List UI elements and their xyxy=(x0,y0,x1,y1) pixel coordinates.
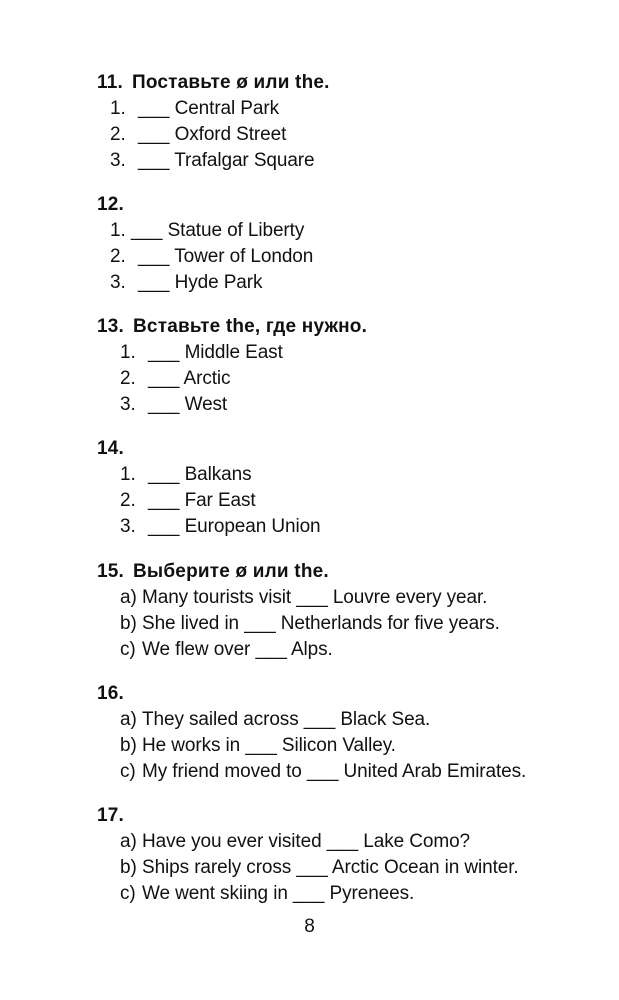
page-number: 8 xyxy=(304,916,315,937)
item-text: We flew over ___ Alps. xyxy=(142,639,333,660)
item-marker: c) xyxy=(120,883,136,904)
item-marker: b) xyxy=(120,857,137,878)
item-marker: 3. xyxy=(110,150,126,171)
list-item xyxy=(120,735,396,757)
item-text: My friend moved to ___ United Arab Emirates. xyxy=(142,761,527,782)
exercise-instruction: Выберите ø или the. xyxy=(133,561,329,582)
item-text: ___ West xyxy=(148,394,228,415)
item-text: ___ Hyde Park xyxy=(138,272,263,293)
item-text: ___ Trafalgar Square xyxy=(138,150,315,171)
exercise-number: 14. xyxy=(97,438,125,459)
item-marker: 2. xyxy=(120,368,136,389)
item-marker: 1. xyxy=(110,220,126,241)
list-item xyxy=(110,150,315,172)
exercise-instruction: Вставьте the, где нужно. xyxy=(133,316,368,337)
exercise-heading xyxy=(97,805,133,827)
item-marker: b) xyxy=(120,735,137,756)
item-text: She lived in ___ Netherlands for five years. xyxy=(142,613,500,634)
item-marker: a) xyxy=(120,831,137,852)
item-marker: c) xyxy=(120,761,136,782)
list-item xyxy=(120,831,470,853)
list-item xyxy=(120,394,227,416)
list-item xyxy=(120,883,414,905)
item-marker: a) xyxy=(120,709,137,730)
item-text: We went skiing in ___ Pyrenees. xyxy=(142,883,415,904)
exercise-number: 15. xyxy=(97,561,125,582)
item-marker: 3. xyxy=(120,516,136,537)
item-text: ___ Far East xyxy=(148,490,256,511)
item-text: ___ Arctic xyxy=(148,368,231,389)
item-marker: 1. xyxy=(120,464,136,485)
item-text: Have you ever visited ___ Lake Como? xyxy=(142,831,471,852)
list-item xyxy=(110,98,279,120)
list-item xyxy=(120,464,251,486)
list-item xyxy=(120,368,230,390)
item-text: ___ Tower of London xyxy=(138,246,314,267)
item-text: He works in ___ Silicon Valley. xyxy=(142,735,396,756)
list-item xyxy=(120,761,526,783)
list-item xyxy=(120,639,333,661)
exercise-heading xyxy=(97,72,330,94)
list-item xyxy=(120,516,321,538)
item-marker: 1. xyxy=(120,342,136,363)
exercise-number: 17. xyxy=(97,805,125,826)
item-text: ___ Central Park xyxy=(138,98,279,119)
exercise-number: 13. xyxy=(97,316,125,337)
list-item xyxy=(110,272,262,294)
list-item xyxy=(120,857,519,879)
list-item xyxy=(120,709,430,731)
item-marker: 1. xyxy=(110,98,126,119)
exercise-heading xyxy=(97,683,133,705)
list-item xyxy=(110,124,286,146)
list-item xyxy=(120,490,256,512)
list-item xyxy=(120,587,487,609)
list-item xyxy=(120,613,500,635)
item-text: ___ Balkans xyxy=(148,464,252,485)
item-text: Many tourists visit ___ Louvre every year. xyxy=(142,587,488,608)
item-marker: 2. xyxy=(110,246,126,267)
item-marker: 2. xyxy=(120,490,136,511)
exercise-number: 11. xyxy=(97,72,123,93)
item-text: Ships rarely cross ___ Arctic Ocean in winter. xyxy=(142,857,519,878)
list-item xyxy=(110,246,313,268)
exercise-number: 12. xyxy=(97,194,125,215)
item-text: ___ Middle East xyxy=(148,342,283,363)
item-text: ___ Oxford Street xyxy=(138,124,287,145)
exercise-number: 16. xyxy=(97,683,125,704)
item-marker: 3. xyxy=(120,394,136,415)
item-marker: a) xyxy=(120,587,137,608)
list-item xyxy=(120,342,283,364)
exercise-heading xyxy=(97,316,367,338)
list-item xyxy=(110,220,304,242)
item-marker: 3. xyxy=(110,272,126,293)
item-text: ___ European Union xyxy=(148,516,321,537)
item-text: They sailed across ___ Black Sea. xyxy=(142,709,431,730)
exercise-heading xyxy=(97,438,133,460)
exercise-instruction: Поставьте ø или the. xyxy=(131,72,330,93)
exercise-heading xyxy=(97,561,329,583)
item-marker: 2. xyxy=(110,124,126,145)
item-marker: c) xyxy=(120,639,136,660)
item-marker: b) xyxy=(120,613,137,634)
exercise-heading xyxy=(97,194,133,216)
item-text: ___ Statue of Liberty xyxy=(131,220,305,241)
